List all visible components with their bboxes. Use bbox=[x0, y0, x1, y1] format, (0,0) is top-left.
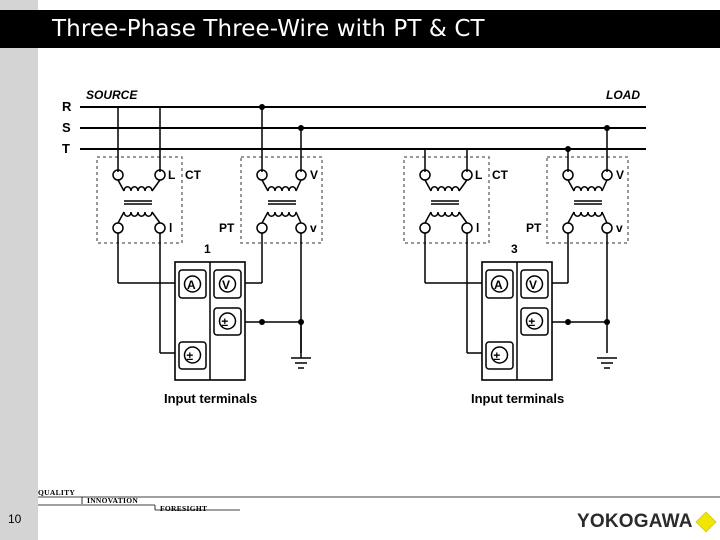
ct-label-3: CT bbox=[492, 168, 508, 182]
ammeter-label-3: A bbox=[494, 278, 503, 292]
bus-lines bbox=[80, 107, 646, 149]
pt-label-1: PT bbox=[219, 221, 235, 235]
unit-number-1: 1 bbox=[204, 242, 211, 256]
ammeter-label-1: A bbox=[187, 278, 196, 292]
brand-logo: YOKOGAWA bbox=[577, 511, 693, 532]
voltmeter-label-3: V bbox=[529, 278, 538, 292]
input-caption-3: Input terminals bbox=[471, 391, 565, 406]
source-label: SOURCE bbox=[86, 88, 138, 102]
ct-term-L-1: L bbox=[168, 168, 176, 182]
unit-number-3: 3 bbox=[511, 242, 518, 256]
input-caption-1: Input terminals bbox=[164, 391, 258, 406]
ct-term-l-3: l bbox=[476, 221, 480, 235]
pt-term-v-3: v bbox=[616, 221, 623, 235]
pm-label-1a: ± bbox=[221, 315, 229, 329]
slide-title: Three-Phase Three-Wire with PT & CT bbox=[52, 16, 485, 42]
pm-label-1b: ± bbox=[186, 349, 194, 363]
load-label: LOAD bbox=[606, 88, 640, 102]
pt-term-v-1: v bbox=[310, 221, 317, 235]
voltmeter-label-1: V bbox=[222, 278, 231, 292]
pt-term-V-3: V bbox=[616, 168, 625, 182]
footer-innovation: INNOVATION bbox=[87, 496, 139, 505]
pt-term-V-1: V bbox=[310, 168, 319, 182]
pm-label-3a: ± bbox=[528, 315, 536, 329]
page-number: 10 bbox=[8, 512, 22, 526]
pm-label-3b: ± bbox=[493, 349, 501, 363]
footer-foresight: FORESIGHT bbox=[160, 504, 208, 513]
ct-term-L-3: L bbox=[475, 168, 483, 182]
pt-label-3: PT bbox=[526, 221, 542, 235]
brand-diamond-icon bbox=[696, 512, 716, 532]
line-label-s: S bbox=[62, 120, 71, 135]
ct-term-l-1: l bbox=[169, 221, 173, 235]
line-label-r: R bbox=[62, 99, 72, 114]
footer-rules bbox=[38, 497, 720, 510]
line-label-t: T bbox=[62, 141, 70, 156]
footer-quality: QUALITY bbox=[38, 488, 76, 497]
ct-label-1: CT bbox=[185, 168, 201, 182]
